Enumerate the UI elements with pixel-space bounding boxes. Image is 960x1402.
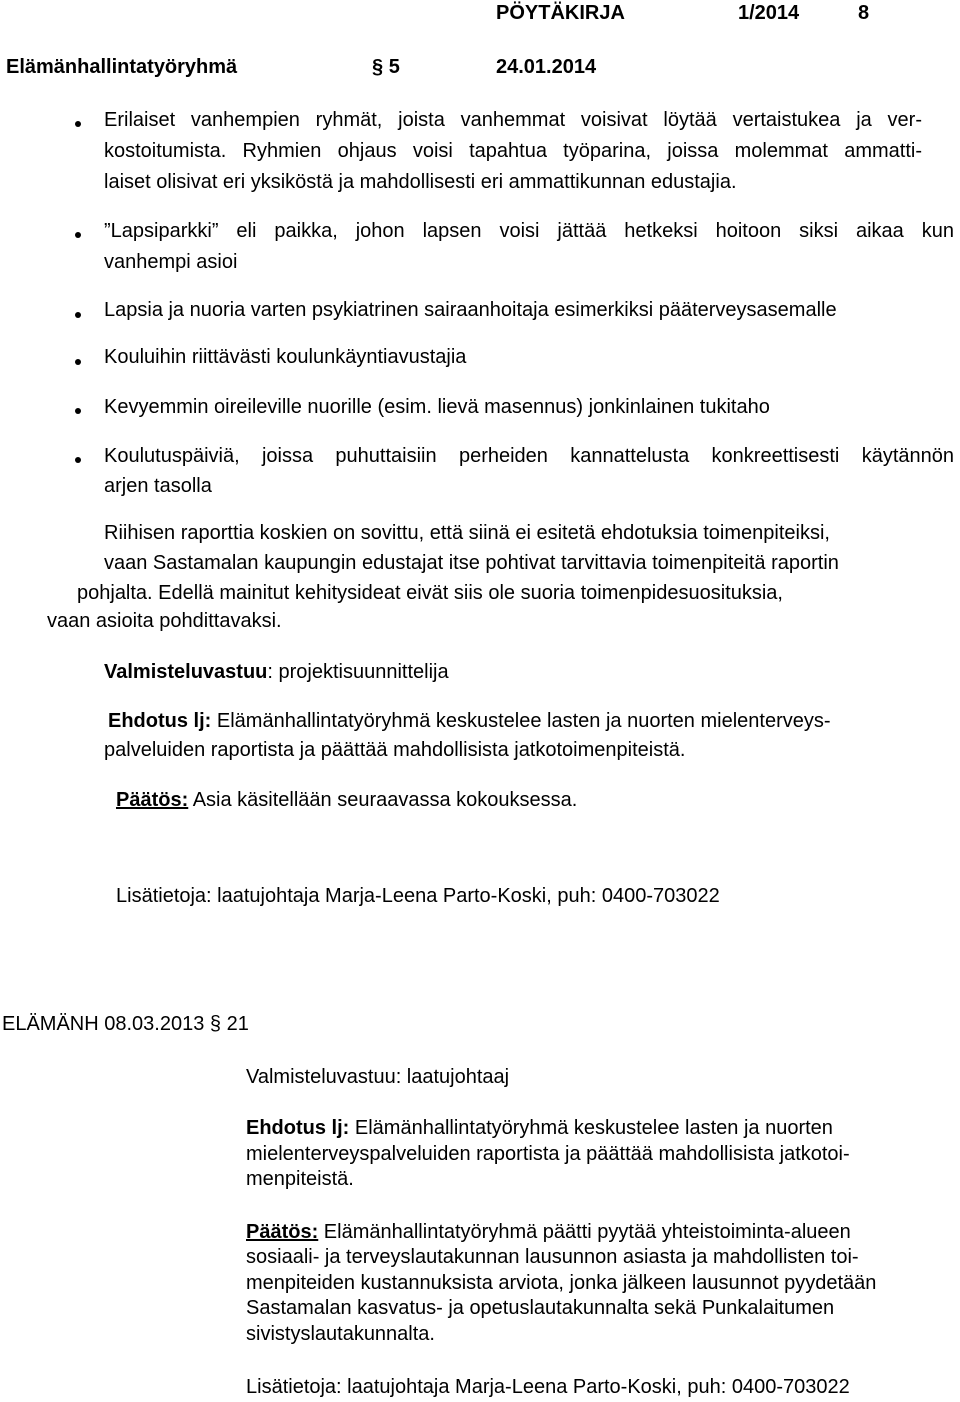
list-item-text: arjen tasolla <box>104 475 212 497</box>
paragraph-line: pohjalta. Edellä mainitut kehitysideat eivät siis ole suoria toimenpidesuosituksia, <box>77 582 783 604</box>
decision: Päätös: Asia käsitellään seuraavassa kokouksessa. <box>116 789 578 811</box>
list-item-text: kostoitumista. Ryhmien ohjaus voisi tapahtua työparina, joissa molemmat ammatti- <box>104 140 922 162</box>
bullet-icon <box>75 312 81 318</box>
previous-preparation-responsibility: Valmisteluvastuu: laatujohtaaj <box>246 1066 510 1088</box>
proposal-line: mielenterveyspalveluiden raportista ja päättää mahdollisista jatkotoi- <box>246 1143 850 1165</box>
decision-line: sivistyslautakunnalta. <box>246 1323 435 1345</box>
bullet-icon <box>75 408 81 414</box>
decision-label: Päätös: <box>116 789 189 811</box>
bullet-icon <box>75 121 81 127</box>
proposal-label: Ehdotus lj: <box>108 710 212 732</box>
meeting-date: 24.01.2014 <box>496 56 597 78</box>
proposal-line: Ehdotus lj: Elämänhallintatyöryhmä keskustelee lasten ja nuorten mielenterveys- <box>108 710 831 732</box>
proposal-line: menpiteistä. <box>246 1168 354 1190</box>
contact-info: Lisätietoja: laatujohtaja Marja-Leena Parto-Koski, puh: 0400-703022 <box>116 885 720 907</box>
proposal-label: Ehdotus lj: <box>246 1117 350 1139</box>
paragraph-line: Riihisen raporttia koskien on sovittu, että siinä ei esitetä ehdotuksia toimenpiteiksi, <box>104 522 830 544</box>
paragraph-line: vaan asioita pohdittavaksi. <box>47 610 282 632</box>
section-number: § 5 <box>372 56 400 78</box>
page-number: 8 <box>858 2 870 24</box>
list-item-text: Koulutuspäiviä, joissa puhuttaisiin perheiden kannattelusta konkreettisesti käytännön <box>104 445 954 467</box>
paragraph-line: vaan Sastamalan kaupungin edustajat itse pohtivat tarvittavia toimenpiteitä raportin <box>104 552 839 574</box>
previous-contact-info: Lisätietoja: laatujohtaja Marja-Leena Parto-Koski, puh: 0400-703022 <box>246 1376 850 1398</box>
list-item-text: Erilaiset vanhempien ryhmät, joista vanhemmat voisivat löytää vertaistukea ja ver- <box>104 109 922 131</box>
list-item-text: Lapsia ja nuoria varten psykiatrinen sairaanhoitaja esimerkiksi pääterveysasemalle <box>104 299 837 321</box>
decision-line: Päätös: Elämänhallintatyöryhmä päätti pyytää yhteistoiminta-alueen <box>246 1221 851 1243</box>
proposal-line: palveluiden raportista ja päättää mahdollisista jatkotoimenpiteistä. <box>104 739 686 761</box>
list-item-text: laiset olisivat eri yksiköstä ja mahdollisesti eri ammattikunnan edustajia. <box>104 171 737 193</box>
proposal-line: Ehdotus lj: Elämänhallintatyöryhmä keskustelee lasten ja nuorten <box>246 1117 833 1139</box>
previous-meeting-heading: ELÄMÄNH 08.03.2013 § 21 <box>2 1013 249 1035</box>
decision-line: Sastamalan kasvatus- ja opetuslautakunnalta sekä Punkalaitumen <box>246 1297 835 1319</box>
group-name: Elämänhallintatyöryhmä <box>6 56 238 78</box>
decision-label: Päätös: <box>246 1221 319 1243</box>
bullet-icon <box>75 457 81 463</box>
document-number: 1/2014 <box>738 2 800 24</box>
decision-line: menpiteiden kustannuksista arviota, jonka jälkeen lausunnot pyydetään <box>246 1272 877 1294</box>
bullet-icon <box>75 359 81 365</box>
bullet-icon <box>75 232 81 238</box>
decision-line: sosiaali- ja terveyslautakunnan lausunnon asiasta ja mahdollisten toi- <box>246 1246 859 1268</box>
list-item-text: vanhempi asioi <box>104 251 238 273</box>
list-item-text: Kevyemmin oireileville nuorille (esim. lievä masennus) jonkinlainen tukitaho <box>104 396 770 418</box>
document-type: PÖYTÄKIRJA <box>496 2 625 24</box>
list-item-text: ”Lapsiparkki” eli paikka, johon lapsen voisi jättää hetkeksi hoitoon siksi aikaa kun <box>104 220 954 242</box>
preparation-responsibility: Valmisteluvastuu: projektisuunnittelija <box>104 661 449 683</box>
list-item-text: Kouluihin riittävästi koulunkäyntiavustajia <box>104 346 467 368</box>
